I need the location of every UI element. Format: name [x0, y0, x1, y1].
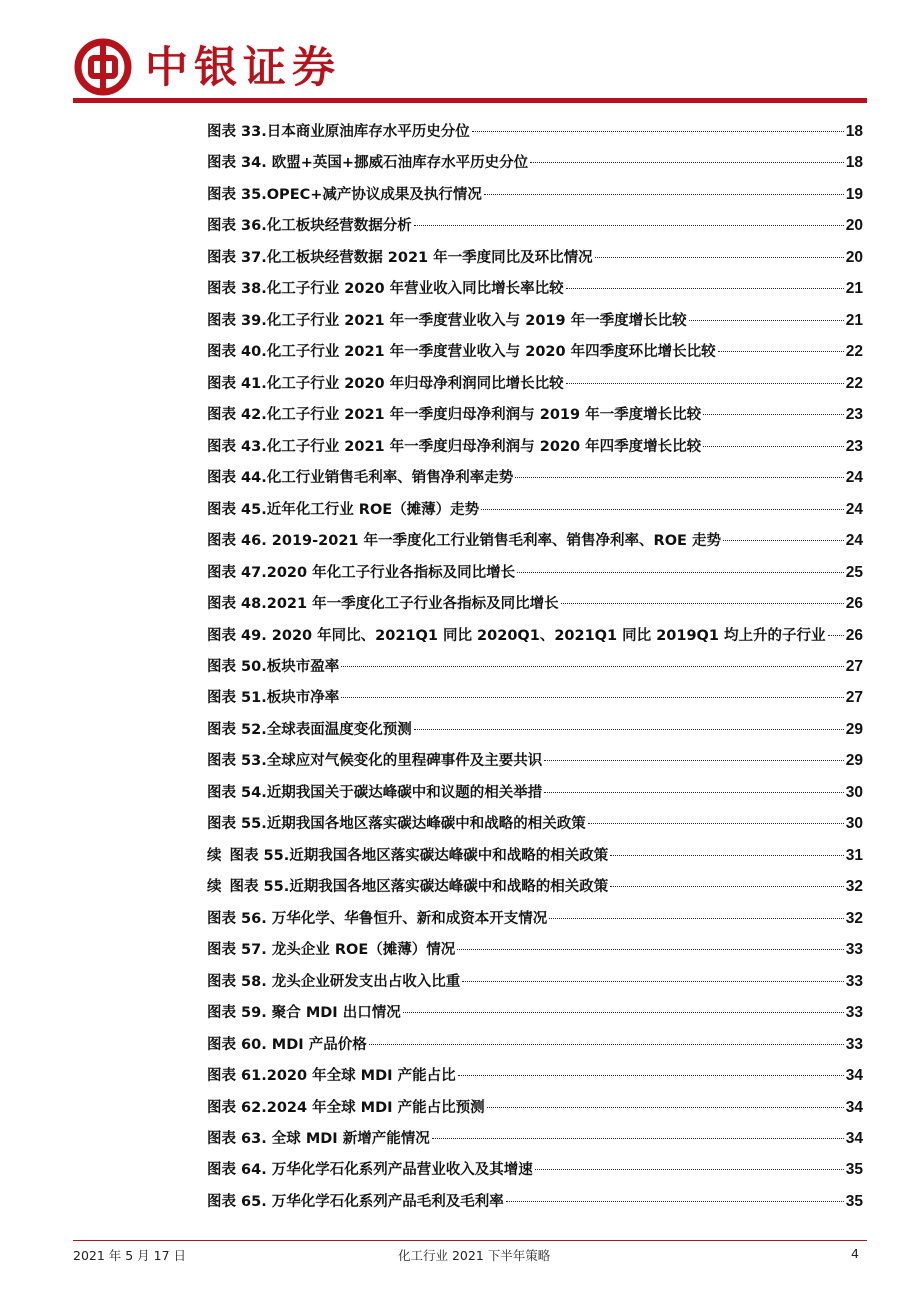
- toc-entry-page: 21: [845, 280, 863, 298]
- toc-entry-label: 图表 63. 全球 MDI 新增产能情况: [207, 1131, 430, 1147]
- toc-leader-dots: [544, 760, 844, 761]
- toc-entry-page: 23: [845, 406, 863, 424]
- toc-entry[interactable]: [207, 147, 863, 178]
- toc-leader-dots: [610, 886, 844, 887]
- toc-entry[interactable]: [207, 651, 863, 682]
- toc-entry-label: 图表 47.2020 年化工子行业各指标及同比增长: [207, 564, 516, 581]
- toc-entry[interactable]: [207, 588, 863, 619]
- toc-entry-prefix: 续: [207, 879, 222, 896]
- toc-entry-prefix: 续: [207, 847, 222, 864]
- toc-entry-label: 图表 65. 万华化学石化系列产品毛利及毛利率: [207, 1193, 504, 1210]
- toc-entry[interactable]: [207, 273, 863, 304]
- footer-divider: [73, 1240, 867, 1241]
- toc-entry[interactable]: [207, 179, 863, 210]
- toc-entry[interactable]: [207, 682, 863, 713]
- figure-list: [207, 116, 863, 1217]
- toc-entry-page: 26: [845, 595, 863, 613]
- toc-entry[interactable]: [207, 777, 863, 808]
- toc-entry-label: 图表 59. 聚合 MDI 出口情况: [207, 1005, 401, 1022]
- toc-entry[interactable]: [207, 997, 863, 1028]
- toc-entry[interactable]: [207, 714, 863, 745]
- toc-leader-dots: [561, 603, 844, 604]
- toc-entry[interactable]: [207, 525, 863, 556]
- toc-entry[interactable]: [207, 399, 863, 430]
- toc-entry-page: 30: [845, 783, 863, 801]
- footer-title: 化工行业 2021 下半年策略: [398, 1248, 551, 1263]
- toc-entry-page: 24: [845, 532, 863, 550]
- toc-leader-dots: [481, 509, 844, 510]
- toc-entry-page: 35: [845, 1161, 863, 1179]
- toc-entry-label: 图表 56. 万华化学、华鲁恒升、新和成资本开支情况: [207, 910, 548, 927]
- toc-entry-label: 图表 58. 龙头企业研发支出占收入比重: [207, 973, 461, 990]
- toc-entry[interactable]: [207, 210, 863, 241]
- toc-entry[interactable]: [207, 116, 863, 147]
- toc-entry-label: 图表 48.2021 年一季度化工子行业各指标及同比增长: [207, 596, 559, 613]
- toc-leader-dots: [506, 1201, 844, 1202]
- toc-entry-label: 图表 34. 欧盟+英国+挪威石油库存水平历史分位: [207, 155, 529, 172]
- toc-entry-label: 图表 41.化工子行业 2020 年归母净利润同比增长比较: [207, 375, 564, 392]
- toc-entry-page: 19: [845, 185, 863, 203]
- toc-entry-label: 图表 42.化工子行业 2021 年一季度归母净利润与 2019 年一季度增长比较: [207, 407, 702, 424]
- bank-of-china-logo-icon: [74, 38, 132, 96]
- toc-entry-page: 22: [845, 374, 863, 392]
- toc-leader-dots: [610, 855, 844, 856]
- toc-entry-label: 图表 60. MDI 产品价格: [207, 1036, 367, 1053]
- toc-entry-page: 32: [845, 909, 863, 927]
- toc-entry-page: 18: [845, 154, 863, 172]
- toc-entry-label: 图表 62.2024 年全球 MDI 产能占比预测: [207, 1099, 485, 1116]
- page-header: [0, 0, 920, 110]
- toc-entry-page: 34: [845, 1130, 863, 1147]
- toc-entry[interactable]: [207, 305, 863, 336]
- toc-leader-dots: [703, 446, 844, 447]
- toc-entry-label: 图表 44.化工行业销售毛利率、销售净利率走势: [207, 470, 514, 487]
- toc-entry-page: 33: [845, 941, 863, 959]
- toc-entry[interactable]: [207, 431, 863, 462]
- toc-leader-dots: [703, 414, 844, 415]
- toc-entry[interactable]: [207, 1029, 863, 1060]
- toc-entry[interactable]: [207, 242, 863, 273]
- toc-entry[interactable]: [207, 494, 863, 525]
- toc-entry-page: 20: [845, 217, 863, 235]
- toc-entry[interactable]: [207, 745, 863, 776]
- toc-entry-label: 图表 33.日本商业原油库存水平历史分位: [207, 124, 470, 140]
- toc-entry-label: 图表 36.化工板块经营数据分析: [207, 218, 412, 235]
- toc-entry[interactable]: [207, 462, 863, 493]
- toc-entry-page: 18: [845, 123, 863, 140]
- toc-entry-page: 22: [845, 343, 863, 361]
- toc-entry-label: 图表 35.OPEC+减产协议成果及执行情况: [207, 186, 482, 203]
- toc-entry[interactable]: [207, 903, 863, 934]
- toc-entry-label: 图表 43.化工子行业 2021 年一季度归母净利润与 2020 年四季度增长比较: [207, 438, 702, 455]
- toc-entry-label: 图表 55.近期我国各地区落实碳达峰碳中和战略的相关政策: [229, 879, 609, 896]
- toc-entry-page: 27: [845, 689, 863, 707]
- toc-entry[interactable]: [207, 934, 863, 965]
- toc-entry-page: 34: [845, 1067, 863, 1085]
- toc-entry-label: 图表 37.化工板块经营数据 2021 年一季度同比及环比情况: [207, 249, 593, 266]
- toc-entry[interactable]: [207, 1123, 863, 1154]
- toc-entry[interactable]: [207, 1154, 863, 1185]
- toc-entry[interactable]: [207, 966, 863, 997]
- toc-leader-dots: [487, 1107, 844, 1108]
- toc-entry[interactable]: [207, 871, 863, 902]
- toc-leader-dots: [566, 383, 844, 384]
- header-divider: [73, 98, 867, 103]
- toc-leader-dots: [515, 477, 844, 478]
- toc-leader-dots: [414, 225, 844, 226]
- toc-entry-label: 图表 45.近年化工行业 ROE（摊薄）走势: [207, 501, 480, 518]
- toc-entry-page: 33: [845, 1035, 863, 1053]
- toc-leader-dots: [341, 666, 844, 667]
- toc-entry[interactable]: [207, 1186, 863, 1217]
- toc-entry[interactable]: [207, 336, 863, 367]
- toc-entry-page: 21: [845, 311, 863, 329]
- toc-entry-page: 24: [845, 469, 863, 487]
- toc-entry-page: 35: [845, 1192, 863, 1210]
- toc-entry-label: 图表 51.板块市净率: [207, 690, 340, 707]
- toc-entry-page: 25: [845, 563, 863, 581]
- toc-entry-page: 32: [845, 878, 863, 896]
- toc-entry-page: 30: [845, 815, 863, 833]
- toc-entry[interactable]: [207, 808, 863, 839]
- toc-entry-label: 图表 50.板块市盈率: [207, 658, 340, 675]
- toc-leader-dots: [458, 1075, 844, 1076]
- toc-entry-page: 29: [845, 720, 863, 738]
- toc-entry-label: 图表 52.全球表面温度变化预测: [207, 721, 412, 738]
- toc-leader-dots: [549, 918, 843, 919]
- toc-entry[interactable]: [207, 1060, 863, 1091]
- toc-leader-dots: [595, 257, 844, 258]
- footer-page-number: 4: [851, 1246, 859, 1261]
- toc-entry-label: 图表 57. 龙头企业 ROE（摊薄）情况: [207, 942, 456, 959]
- toc-leader-dots: [535, 1169, 844, 1170]
- toc-entry-page: 33: [845, 1004, 863, 1022]
- toc-entry-label: 图表 40.化工子行业 2021 年一季度营业收入与 2020 年四季度环比增长比较: [207, 344, 716, 361]
- toc-entry-page: 23: [845, 437, 863, 455]
- toc-leader-dots: [462, 981, 843, 982]
- toc-entry[interactable]: [207, 620, 863, 651]
- toc-leader-dots: [341, 697, 844, 698]
- toc-leader-dots: [530, 162, 844, 163]
- footer-date: 2021 年 5 月 17 日: [73, 1248, 187, 1263]
- toc-entry[interactable]: [207, 840, 863, 871]
- brand-name: 中银证券: [145, 43, 341, 93]
- toc-entry-label: 图表 46. 2019-2021 年一季度化工行业销售毛利率、销售净利率、ROE 走势: [207, 533, 722, 550]
- toc-entry-label: 图表 49. 2020 年同比、2021Q1 同比 2020Q1、2021Q1 同比 2019Q1 均上升的子行业: [207, 627, 826, 644]
- toc-leader-dots: [588, 823, 844, 824]
- toc-entry-label: 图表 55.近期我国各地区落实碳达峰碳中和战略的相关政策: [207, 816, 586, 833]
- toc-leader-dots: [414, 729, 844, 730]
- toc-leader-dots: [723, 540, 844, 541]
- toc-leader-dots: [566, 288, 844, 289]
- toc-entry[interactable]: [207, 1092, 863, 1123]
- toc-entry-page: 33: [845, 972, 863, 990]
- toc-entry-label: 图表 38.化工子行业 2020 年营业收入同比增长率比较: [207, 281, 564, 298]
- toc-entry[interactable]: [207, 368, 863, 399]
- toc-leader-dots: [544, 792, 844, 793]
- toc-entry-page: 26: [845, 626, 863, 644]
- toc-leader-dots: [457, 949, 844, 950]
- toc-entry-label: 图表 53.全球应对气候变化的里程碑事件及主要共识: [207, 753, 543, 770]
- toc-leader-dots: [828, 635, 844, 636]
- toc-leader-dots: [472, 131, 844, 132]
- toc-leader-dots: [689, 320, 844, 321]
- toc-entry-label: 图表 54.近期我国关于碳达峰碳中和议题的相关举措: [207, 784, 543, 801]
- toc-leader-dots: [403, 1012, 844, 1013]
- toc-entry-page: 24: [845, 500, 863, 518]
- toc-leader-dots: [484, 194, 844, 195]
- toc-entry-page: 20: [845, 248, 863, 266]
- toc-entry-page: 31: [845, 846, 863, 864]
- toc-entry-page: 29: [845, 752, 863, 770]
- toc-entry[interactable]: [207, 557, 863, 588]
- toc-entry-page: 34: [845, 1098, 863, 1116]
- toc-entry-label: 图表 55.近期我国各地区落实碳达峰碳中和战略的相关政策: [229, 847, 609, 864]
- toc-entry-page: 27: [845, 657, 863, 675]
- toc-entry-label: 图表 64. 万华化学石化系列产品营业收入及其增速: [207, 1162, 533, 1179]
- toc-leader-dots: [517, 572, 844, 573]
- toc-leader-dots: [369, 1044, 844, 1045]
- toc-leader-dots: [718, 351, 844, 352]
- toc-entry-label: 图表 39.化工子行业 2021 年一季度营业收入与 2019 年一季度增长比较: [207, 312, 687, 329]
- toc-entry-label: 图表 61.2020 年全球 MDI 产能占比: [207, 1068, 456, 1085]
- toc-leader-dots: [432, 1138, 844, 1139]
